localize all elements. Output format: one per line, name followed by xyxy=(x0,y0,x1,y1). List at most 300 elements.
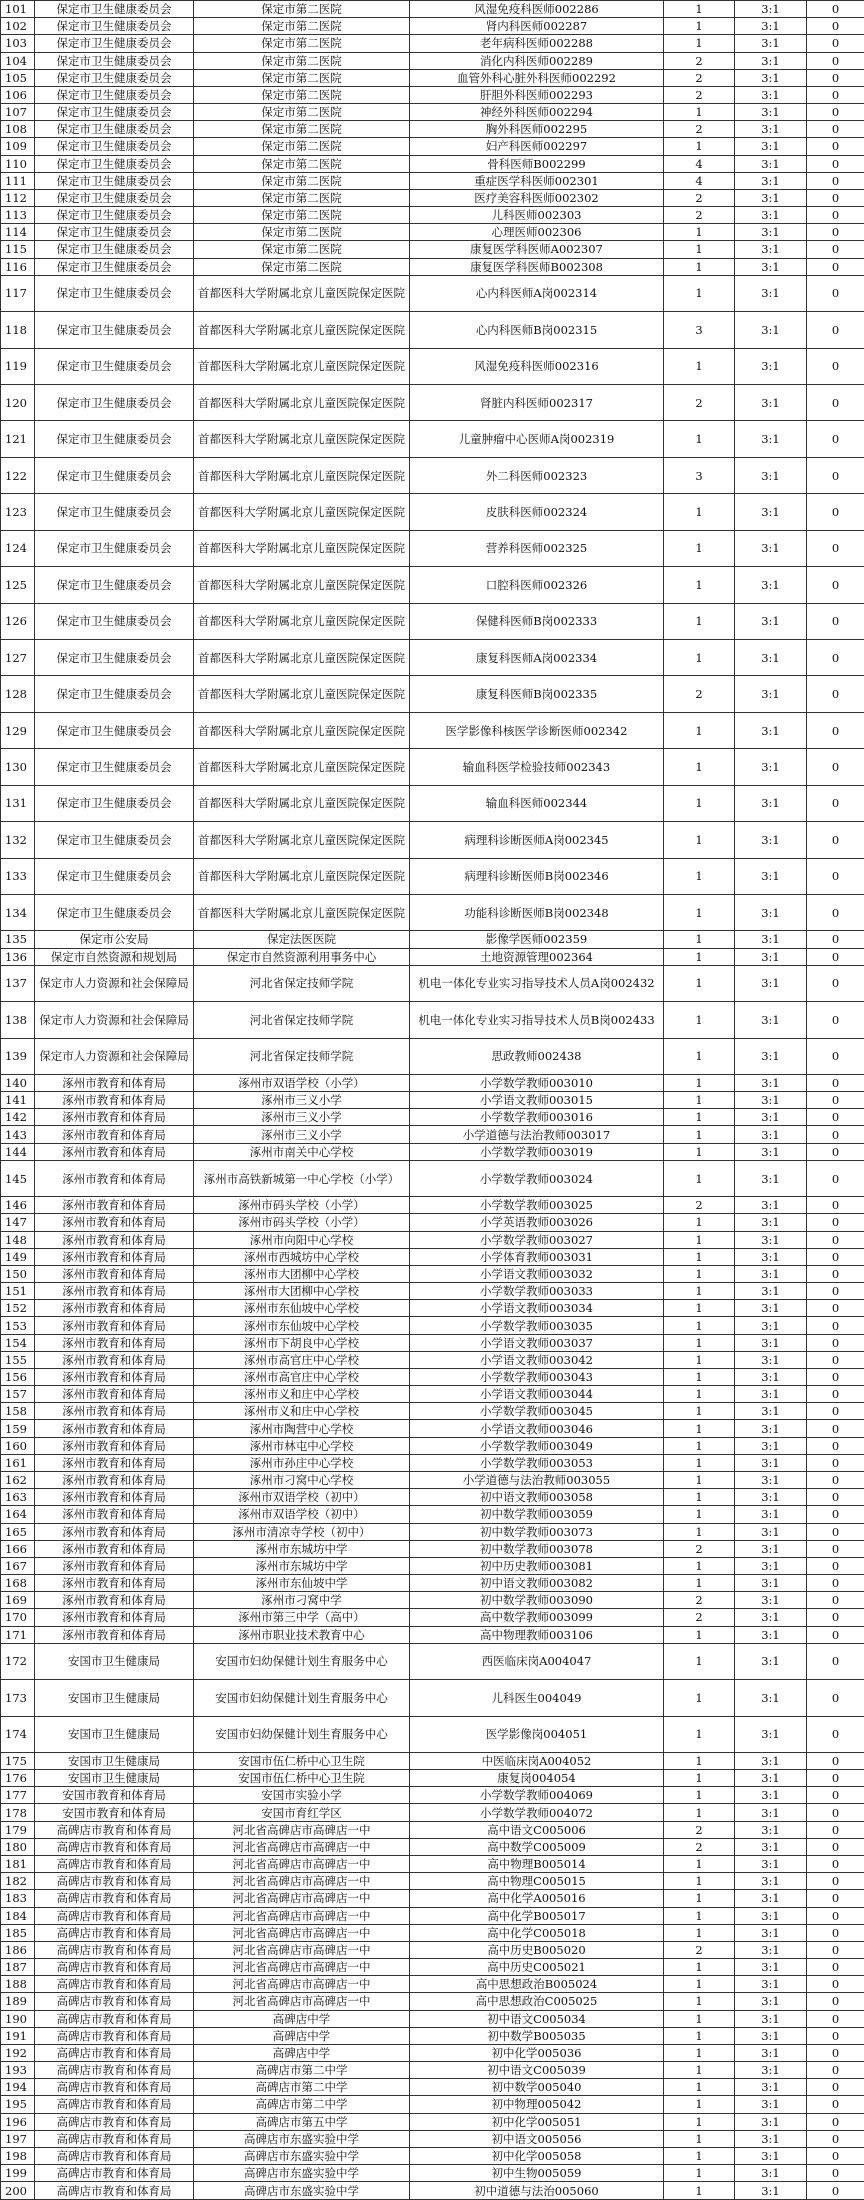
position-cell: 骨科医师B002299 xyxy=(410,155,664,172)
table-row xyxy=(1,965,864,1001)
row-number-cell: 158 xyxy=(1,1403,35,1420)
exam-ratio-cell: 3:1 xyxy=(735,2079,807,2096)
headcount-cell: 1 xyxy=(664,1890,735,1907)
headcount-cell: 1 xyxy=(664,138,735,155)
reduction-cell: 0 xyxy=(807,2130,864,2147)
headcount-cell: 1 xyxy=(664,603,735,639)
employer-cell: 河北省高碑店市高碑店一中 xyxy=(194,1924,410,1941)
employer-cell: 保定市第二医院 xyxy=(194,86,410,103)
table-row xyxy=(1,1437,864,1454)
headcount-cell: 1 xyxy=(664,1143,735,1160)
exam-ratio-cell: 3:1 xyxy=(735,1092,807,1109)
position-cell: 小学数学教师003033 xyxy=(410,1283,664,1300)
headcount-cell: 2 xyxy=(664,1540,735,1557)
position-cell: 小学体育教师003031 xyxy=(410,1248,664,1265)
exam-ratio-cell: 3:1 xyxy=(735,530,807,566)
row-number-cell: 157 xyxy=(1,1386,35,1403)
headcount-cell: 2 xyxy=(664,1821,735,1838)
row-number-cell: 186 xyxy=(1,1941,35,1958)
position-cell: 初中数学教师003078 xyxy=(410,1540,664,1557)
table-row xyxy=(1,207,864,224)
exam-ratio-cell: 3:1 xyxy=(735,1002,807,1038)
headcount-cell: 2 xyxy=(664,1592,735,1609)
exam-ratio-cell: 3:1 xyxy=(735,312,807,348)
exam-ratio-cell: 3:1 xyxy=(735,1993,807,2010)
exam-ratio-cell: 3:1 xyxy=(735,385,807,421)
employer-cell: 河北省高碑店市高碑店一中 xyxy=(194,1993,410,2010)
employer-cell: 保定市第二医院 xyxy=(194,172,410,189)
reduction-cell: 0 xyxy=(807,603,864,639)
table-row xyxy=(1,822,864,858)
exam-ratio-cell: 3:1 xyxy=(735,1038,807,1074)
headcount-cell: 1 xyxy=(664,567,735,603)
employer-cell: 涿州市东仙坡中心学校 xyxy=(194,1300,410,1317)
employer-cell: 首都医科大学附属北京儿童医院保定医院 xyxy=(194,785,410,821)
employer-cell: 涿州市陶营中心学校 xyxy=(194,1420,410,1437)
department-cell: 高碑店市教育和体育局 xyxy=(35,1838,194,1855)
headcount-cell: 1 xyxy=(664,1248,735,1265)
reduction-cell: 0 xyxy=(807,1,864,18)
reduction-cell: 0 xyxy=(807,1752,864,1769)
row-number-cell: 126 xyxy=(1,603,35,639)
headcount-cell: 1 xyxy=(664,1420,735,1437)
table-row xyxy=(1,1626,864,1643)
reduction-cell: 0 xyxy=(807,1506,864,1523)
exam-ratio-cell: 3:1 xyxy=(735,224,807,241)
headcount-cell: 1 xyxy=(664,2079,735,2096)
row-number-cell: 185 xyxy=(1,1924,35,1941)
department-cell: 安国市教育和体育局 xyxy=(35,1804,194,1821)
table-row xyxy=(1,712,864,748)
row-number-cell: 197 xyxy=(1,2130,35,2147)
exam-ratio-cell: 3:1 xyxy=(735,1924,807,1941)
table-row xyxy=(1,1074,864,1091)
row-number-cell: 195 xyxy=(1,2096,35,2113)
position-cell: 外二科医师002323 xyxy=(410,457,664,493)
employer-cell: 首都医科大学附属北京儿童医院保定医院 xyxy=(194,530,410,566)
department-cell: 涿州市教育和体育局 xyxy=(35,1592,194,1609)
row-number-cell: 114 xyxy=(1,224,35,241)
position-cell: 高中物理B005014 xyxy=(410,1856,664,1873)
exam-ratio-cell: 3:1 xyxy=(735,421,807,457)
row-number-cell: 199 xyxy=(1,2165,35,2182)
reduction-cell: 0 xyxy=(807,1454,864,1471)
position-cell: 小学语文教师003046 xyxy=(410,1420,664,1437)
department-cell: 高碑店市教育和体育局 xyxy=(35,2079,194,2096)
headcount-cell: 1 xyxy=(664,965,735,1001)
headcount-cell: 2 xyxy=(664,86,735,103)
department-cell: 保定市卫生健康委员会 xyxy=(35,189,194,206)
headcount-cell: 2 xyxy=(664,1838,735,1855)
reduction-cell: 0 xyxy=(807,2062,864,2079)
table-row xyxy=(1,1420,864,1437)
employer-cell: 涿州市高官庄中心学校 xyxy=(194,1351,410,1368)
reduction-cell: 0 xyxy=(807,1214,864,1231)
headcount-cell: 1 xyxy=(664,894,735,930)
row-number-cell: 112 xyxy=(1,189,35,206)
department-cell: 涿州市教育和体育局 xyxy=(35,1471,194,1488)
reduction-cell: 0 xyxy=(807,348,864,384)
employer-cell: 涿州市双语学校（小学） xyxy=(194,1074,410,1091)
position-cell: 病理科诊断医师B岗002346 xyxy=(410,858,664,894)
department-cell: 涿州市教育和体育局 xyxy=(35,1126,194,1143)
department-cell: 保定市卫生健康委员会 xyxy=(35,86,194,103)
department-cell: 安国市教育和体育局 xyxy=(35,1787,194,1804)
reduction-cell: 0 xyxy=(807,69,864,86)
position-cell: 初中历史教师003081 xyxy=(410,1557,664,1574)
row-number-cell: 133 xyxy=(1,858,35,894)
row-number-cell: 153 xyxy=(1,1317,35,1334)
department-cell: 涿州市教育和体育局 xyxy=(35,1074,194,1091)
table-row xyxy=(1,1214,864,1231)
employer-cell: 涿州市东仙坡中心学校 xyxy=(194,1317,410,1334)
row-number-cell: 173 xyxy=(1,1680,35,1716)
headcount-cell: 1 xyxy=(664,1993,735,2010)
row-number-cell: 148 xyxy=(1,1231,35,1248)
exam-ratio-cell: 3:1 xyxy=(735,567,807,603)
row-number-cell: 104 xyxy=(1,52,35,69)
employer-cell: 保定市自然资源利用事务中心 xyxy=(194,948,410,965)
employer-cell: 涿州市双语学校（初中） xyxy=(194,1489,410,1506)
position-cell: 肾脏内科医师002317 xyxy=(410,385,664,421)
employer-cell: 涿州市西城坊中心学校 xyxy=(194,1248,410,1265)
reduction-cell: 0 xyxy=(807,1540,864,1557)
table-row xyxy=(1,189,864,206)
headcount-cell: 1 xyxy=(664,35,735,52)
row-number-cell: 188 xyxy=(1,1976,35,1993)
row-number-cell: 162 xyxy=(1,1471,35,1488)
headcount-cell: 1 xyxy=(664,348,735,384)
department-cell: 保定市卫生健康委员会 xyxy=(35,52,194,69)
employer-cell: 首都医科大学附属北京儿童医院保定医院 xyxy=(194,822,410,858)
reduction-cell: 0 xyxy=(807,155,864,172)
row-number-cell: 106 xyxy=(1,86,35,103)
row-number-cell: 146 xyxy=(1,1197,35,1214)
exam-ratio-cell: 3:1 xyxy=(735,931,807,948)
position-cell: 血管外科心脏外科医师002292 xyxy=(410,69,664,86)
table-row xyxy=(1,1680,864,1716)
table-row xyxy=(1,1609,864,1626)
exam-ratio-cell: 3:1 xyxy=(735,603,807,639)
headcount-cell: 1 xyxy=(664,1626,735,1643)
row-number-cell: 174 xyxy=(1,1716,35,1752)
position-cell: 机电一体化专业实习指导技术人员B岗002433 xyxy=(410,1002,664,1038)
reduction-cell: 0 xyxy=(807,2027,864,2044)
table-row xyxy=(1,275,864,311)
position-cell: 儿童肿瘤中心医师A岗002319 xyxy=(410,421,664,457)
row-number-cell: 165 xyxy=(1,1523,35,1540)
employer-cell: 涿州市码头学校（小学） xyxy=(194,1197,410,1214)
exam-ratio-cell: 3:1 xyxy=(735,1804,807,1821)
exam-ratio-cell: 3:1 xyxy=(735,1160,807,1196)
department-cell: 涿州市教育和体育局 xyxy=(35,1248,194,1265)
headcount-cell: 1 xyxy=(664,1074,735,1091)
headcount-cell: 1 xyxy=(664,1856,735,1873)
position-cell: 西医临床岗A004047 xyxy=(410,1643,664,1679)
employer-cell: 涿州市大团柳中心学校 xyxy=(194,1265,410,1282)
reduction-cell: 0 xyxy=(807,1626,864,1643)
exam-ratio-cell: 3:1 xyxy=(735,1386,807,1403)
employer-cell: 首都医科大学附属北京儿童医院保定医院 xyxy=(194,421,410,457)
department-cell: 涿州市教育和体育局 xyxy=(35,1214,194,1231)
exam-ratio-cell: 3:1 xyxy=(735,1787,807,1804)
position-cell: 肾内科医师002287 xyxy=(410,18,664,35)
department-cell: 高碑店市教育和体育局 xyxy=(35,2147,194,2164)
position-cell: 小学数学教师003027 xyxy=(410,1231,664,1248)
table-row xyxy=(1,1454,864,1471)
table-row xyxy=(1,2062,864,2079)
exam-ratio-cell: 3:1 xyxy=(735,258,807,275)
row-number-cell: 137 xyxy=(1,965,35,1001)
employer-cell: 高碑店市第二中学 xyxy=(194,2079,410,2096)
employer-cell: 涿州市职业技术教育中心 xyxy=(194,1626,410,1643)
reduction-cell: 0 xyxy=(807,1074,864,1091)
employer-cell: 保定市第二医院 xyxy=(194,189,410,206)
headcount-cell: 1 xyxy=(664,1489,735,1506)
position-cell: 高中历史C005021 xyxy=(410,1959,664,1976)
row-number-cell: 155 xyxy=(1,1351,35,1368)
headcount-cell: 2 xyxy=(664,207,735,224)
department-cell: 保定市卫生健康委员会 xyxy=(35,18,194,35)
table-row xyxy=(1,172,864,189)
exam-ratio-cell: 3:1 xyxy=(735,155,807,172)
employer-cell: 河北省高碑店市高碑店一中 xyxy=(194,1941,410,1958)
employer-cell: 保定市第二医院 xyxy=(194,69,410,86)
reduction-cell: 0 xyxy=(807,2113,864,2130)
table-row xyxy=(1,104,864,121)
headcount-cell: 2 xyxy=(664,189,735,206)
department-cell: 保定市卫生健康委员会 xyxy=(35,858,194,894)
exam-ratio-cell: 3:1 xyxy=(735,275,807,311)
table-row xyxy=(1,603,864,639)
exam-ratio-cell: 3:1 xyxy=(735,2113,807,2130)
department-cell: 涿州市教育和体育局 xyxy=(35,1506,194,1523)
exam-ratio-cell: 3:1 xyxy=(735,1214,807,1231)
headcount-cell: 1 xyxy=(664,1351,735,1368)
employer-cell: 高碑店市东盛实验中学 xyxy=(194,2147,410,2164)
position-cell: 初中生物005059 xyxy=(410,2165,664,2182)
department-cell: 保定市卫生健康委员会 xyxy=(35,35,194,52)
position-cell: 病理科诊断医师A岗002345 xyxy=(410,822,664,858)
position-cell: 医疗美容科医师002302 xyxy=(410,189,664,206)
row-number-cell: 163 xyxy=(1,1489,35,1506)
reduction-cell: 0 xyxy=(807,1557,864,1574)
position-cell: 高中物理教师003106 xyxy=(410,1626,664,1643)
exam-ratio-cell: 3:1 xyxy=(735,1609,807,1626)
headcount-cell: 1 xyxy=(664,1437,735,1454)
department-cell: 涿州市教育和体育局 xyxy=(35,1403,194,1420)
exam-ratio-cell: 3:1 xyxy=(735,1716,807,1752)
reduction-cell: 0 xyxy=(807,207,864,224)
employer-cell: 首都医科大学附属北京儿童医院保定医院 xyxy=(194,676,410,712)
employer-cell: 安国市实验小学 xyxy=(194,1787,410,1804)
exam-ratio-cell: 3:1 xyxy=(735,1907,807,1924)
reduction-cell: 0 xyxy=(807,494,864,530)
exam-ratio-cell: 3:1 xyxy=(735,1489,807,1506)
table-row xyxy=(1,1265,864,1282)
position-cell: 营养科医师002325 xyxy=(410,530,664,566)
position-cell: 小学语文教师003037 xyxy=(410,1334,664,1351)
exam-ratio-cell: 3:1 xyxy=(735,1959,807,1976)
employer-cell: 河北省保定技师学院 xyxy=(194,1038,410,1074)
employer-cell: 涿州市高官庄中心学校 xyxy=(194,1368,410,1385)
reduction-cell: 0 xyxy=(807,1368,864,1385)
department-cell: 保定市卫生健康委员会 xyxy=(35,241,194,258)
exam-ratio-cell: 3:1 xyxy=(735,2147,807,2164)
position-cell: 小学英语教师003026 xyxy=(410,1214,664,1231)
department-cell: 涿州市教育和体育局 xyxy=(35,1109,194,1126)
table-row xyxy=(1,1890,864,1907)
row-number-cell: 170 xyxy=(1,1609,35,1626)
department-cell: 保定市卫生健康委员会 xyxy=(35,785,194,821)
table-row xyxy=(1,1643,864,1679)
headcount-cell: 1 xyxy=(664,1126,735,1143)
department-cell: 高碑店市教育和体育局 xyxy=(35,1907,194,1924)
headcount-cell: 1 xyxy=(664,1770,735,1787)
employer-cell: 安国市妇幼保健计划生育服务中心 xyxy=(194,1680,410,1716)
headcount-cell: 2 xyxy=(664,385,735,421)
exam-ratio-cell: 3:1 xyxy=(735,172,807,189)
reduction-cell: 0 xyxy=(807,894,864,930)
headcount-cell: 1 xyxy=(664,1643,735,1679)
headcount-cell: 1 xyxy=(664,2044,735,2061)
row-number-cell: 142 xyxy=(1,1109,35,1126)
exam-ratio-cell: 3:1 xyxy=(735,1,807,18)
exam-ratio-cell: 3:1 xyxy=(735,894,807,930)
employer-cell: 首都医科大学附属北京儿童医院保定医院 xyxy=(194,567,410,603)
row-number-cell: 191 xyxy=(1,2027,35,2044)
headcount-cell: 1 xyxy=(664,1334,735,1351)
position-cell: 重症医学科医师002301 xyxy=(410,172,664,189)
table-row xyxy=(1,1386,864,1403)
position-cell: 初中化学005058 xyxy=(410,2147,664,2164)
table-row xyxy=(1,2079,864,2096)
table-row xyxy=(1,1126,864,1143)
department-cell: 保定市卫生健康委员会 xyxy=(35,894,194,930)
row-number-cell: 129 xyxy=(1,712,35,748)
reduction-cell: 0 xyxy=(807,749,864,785)
reduction-cell: 0 xyxy=(807,385,864,421)
employer-cell: 河北省高碑店市高碑店一中 xyxy=(194,1976,410,1993)
row-number-cell: 176 xyxy=(1,1770,35,1787)
exam-ratio-cell: 3:1 xyxy=(735,494,807,530)
exam-ratio-cell: 3:1 xyxy=(735,2062,807,2079)
exam-ratio-cell: 3:1 xyxy=(735,1471,807,1488)
department-cell: 涿州市教育和体育局 xyxy=(35,1575,194,1592)
headcount-cell: 4 xyxy=(664,155,735,172)
row-number-cell: 113 xyxy=(1,207,35,224)
position-cell: 小学数学教师003025 xyxy=(410,1197,664,1214)
table-row xyxy=(1,86,864,103)
position-cell: 小学数学教师003049 xyxy=(410,1437,664,1454)
exam-ratio-cell: 3:1 xyxy=(735,1231,807,1248)
row-number-cell: 181 xyxy=(1,1856,35,1873)
position-cell: 康复岗004054 xyxy=(410,1770,664,1787)
reduction-cell: 0 xyxy=(807,1787,864,1804)
table-row xyxy=(1,2113,864,2130)
exam-ratio-cell: 3:1 xyxy=(735,1976,807,1993)
table-row xyxy=(1,258,864,275)
table-row xyxy=(1,1334,864,1351)
headcount-cell: 1 xyxy=(664,1523,735,1540)
headcount-cell: 1 xyxy=(664,749,735,785)
headcount-cell: 2 xyxy=(664,1197,735,1214)
department-cell: 高碑店市教育和体育局 xyxy=(35,1993,194,2010)
department-cell: 涿州市教育和体育局 xyxy=(35,1368,194,1385)
employer-cell: 涿州市义和庄中心学校 xyxy=(194,1386,410,1403)
headcount-cell: 4 xyxy=(664,172,735,189)
row-number-cell: 167 xyxy=(1,1557,35,1574)
department-cell: 保定市卫生健康委员会 xyxy=(35,457,194,493)
row-number-cell: 115 xyxy=(1,241,35,258)
table-row xyxy=(1,138,864,155)
exam-ratio-cell: 3:1 xyxy=(735,1540,807,1557)
reduction-cell: 0 xyxy=(807,1575,864,1592)
department-cell: 涿州市教育和体育局 xyxy=(35,1300,194,1317)
headcount-cell: 1 xyxy=(664,1300,735,1317)
department-cell: 保定市卫生健康委员会 xyxy=(35,121,194,138)
employer-cell: 涿州市大团柳中心学校 xyxy=(194,1283,410,1300)
department-cell: 涿州市教育和体育局 xyxy=(35,1609,194,1626)
row-number-cell: 183 xyxy=(1,1890,35,1907)
row-number-cell: 127 xyxy=(1,639,35,675)
position-cell: 高中化学A005016 xyxy=(410,1890,664,1907)
table-row xyxy=(1,2182,864,2200)
table-row xyxy=(1,1873,864,1890)
reduction-cell: 0 xyxy=(807,1471,864,1488)
table-row xyxy=(1,1959,864,1976)
employer-cell: 首都医科大学附属北京儿童医院保定医院 xyxy=(194,348,410,384)
employer-cell: 涿州市东城坊中学 xyxy=(194,1557,410,1574)
headcount-cell: 1 xyxy=(664,1160,735,1196)
department-cell: 安国市卫生健康局 xyxy=(35,1716,194,1752)
table-row xyxy=(1,1856,864,1873)
row-number-cell: 150 xyxy=(1,1265,35,1282)
exam-ratio-cell: 3:1 xyxy=(735,207,807,224)
employer-cell: 河北省保定技师学院 xyxy=(194,965,410,1001)
table-row xyxy=(1,858,864,894)
department-cell: 安国市卫生健康局 xyxy=(35,1770,194,1787)
reduction-cell: 0 xyxy=(807,1680,864,1716)
position-cell: 心内科医师B岗002315 xyxy=(410,312,664,348)
position-cell: 初中语文005056 xyxy=(410,2130,664,2147)
reduction-cell: 0 xyxy=(807,275,864,311)
table-row xyxy=(1,2096,864,2113)
position-cell: 小学语文教师003015 xyxy=(410,1092,664,1109)
row-number-cell: 134 xyxy=(1,894,35,930)
exam-ratio-cell: 3:1 xyxy=(735,1557,807,1574)
table-row xyxy=(1,1317,864,1334)
row-number-cell: 125 xyxy=(1,567,35,603)
reduction-cell: 0 xyxy=(807,530,864,566)
position-cell: 初中化学005036 xyxy=(410,2044,664,2061)
headcount-cell: 1 xyxy=(664,1231,735,1248)
employer-cell: 河北省高碑店市高碑店一中 xyxy=(194,1856,410,1873)
table-row xyxy=(1,1403,864,1420)
table-row xyxy=(1,1907,864,1924)
reduction-cell: 0 xyxy=(807,241,864,258)
table-row xyxy=(1,385,864,421)
reduction-cell: 0 xyxy=(807,104,864,121)
table-row xyxy=(1,241,864,258)
department-cell: 涿州市教育和体育局 xyxy=(35,1197,194,1214)
employer-cell: 河北省高碑店市高碑店一中 xyxy=(194,1890,410,1907)
department-cell: 安国市卫生健康局 xyxy=(35,1643,194,1679)
position-cell: 小学数学教师003045 xyxy=(410,1403,664,1420)
department-cell: 涿州市教育和体育局 xyxy=(35,1351,194,1368)
reduction-cell: 0 xyxy=(807,1489,864,1506)
headcount-cell: 1 xyxy=(664,1002,735,1038)
